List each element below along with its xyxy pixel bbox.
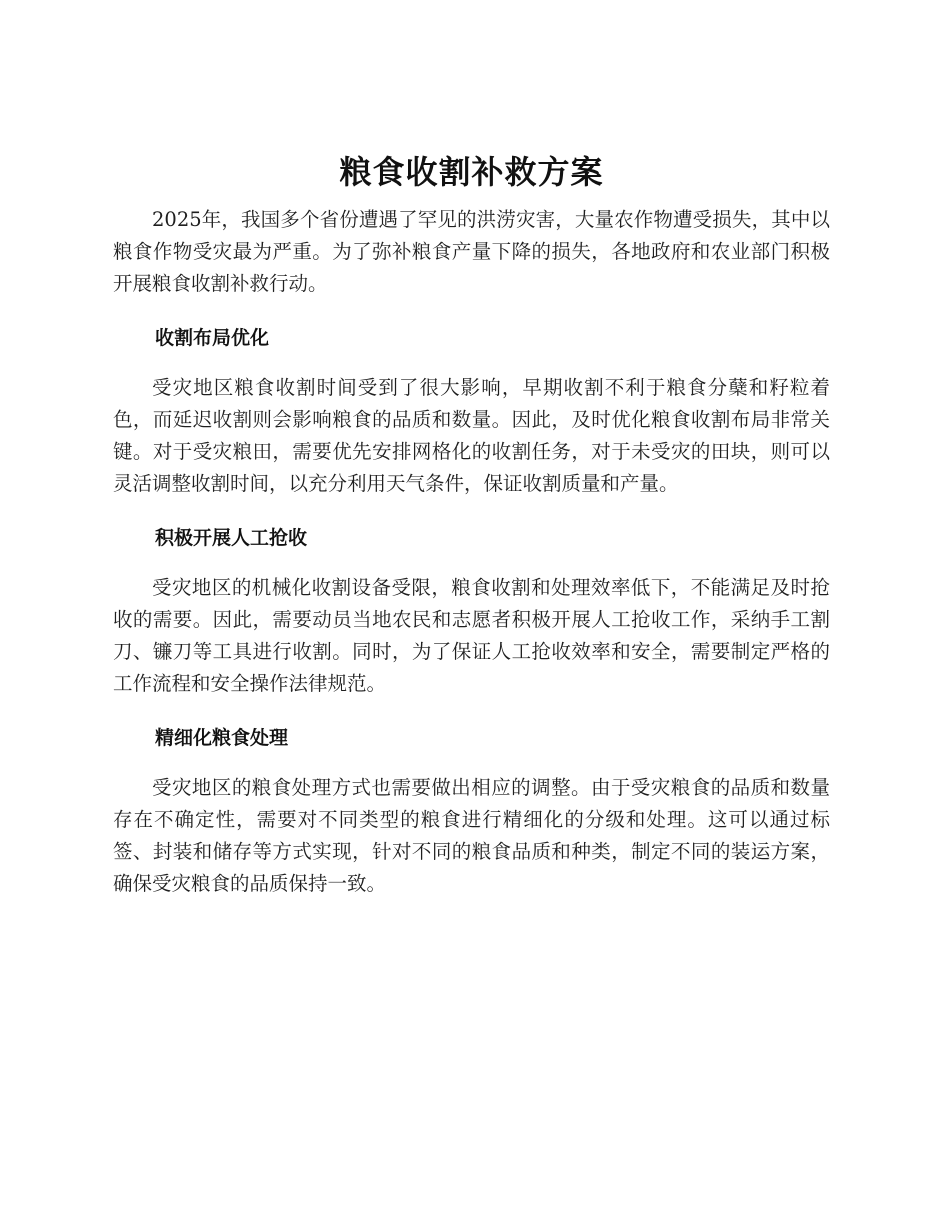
section-heading: 积极开展人工抢收 <box>155 527 308 549</box>
section-heading: 精细化粮食处理 <box>155 727 289 749</box>
intro-paragraph: 2025年，我国多个省份遭遇了罕见的洪涝灾害，大量农作物遭受损失，其中以粮食作物受灾最为严重。为了弥补粮食产量下降的损失，各地政府和农业部门积极开展粮食收割补救行动。 <box>113 208 830 295</box>
section-manual-harvest <box>113 524 830 700</box>
section-harvest-layout <box>113 324 830 500</box>
document-title: 粮食收割补救方案 <box>339 153 604 191</box>
section-paragraph: 受灾地区的机械化收割设备受限，粮食收割和处理效率低下，不能满足及时抢收的需要。因此，需要动员当地农民和志愿者积极开展人工抢收工作，采纳手工割刀、镰刀等工具进行收割。同时，为了保证人工抢收效率和安全，需要制定严格的工作流程和安全操作法律规范。 <box>113 576 830 695</box>
section-grain-processing <box>113 724 830 900</box>
section-paragraph: 受灾地区粮食收割时间受到了很大影响，早期收割不利于粮食分蘖和籽粒着色，而延迟收割则会影响粮食的品质和数量。因此，及时优化粮食收割布局非常关键。对于受灾粮田，需要优先安排网格化的收割任务，对于未受灾的田块，则可以灵活调整收割时间，以充分利用天气条件，保证收割质量和产量。 <box>113 376 830 495</box>
section-paragraph: 受灾地区的粮食处理方式也需要做出相应的调整。由于受灾粮食的品质和数量存在不确定性，需要对不同类型的粮食进行精细化的分级和处理。这可以通过标签、封装和储存等方式实现，针对不同的粮食品质和种类，制定不同的装运方案，确保受灾粮食的品质保持一致。 <box>113 776 830 895</box>
section-heading: 收割布局优化 <box>155 327 270 349</box>
